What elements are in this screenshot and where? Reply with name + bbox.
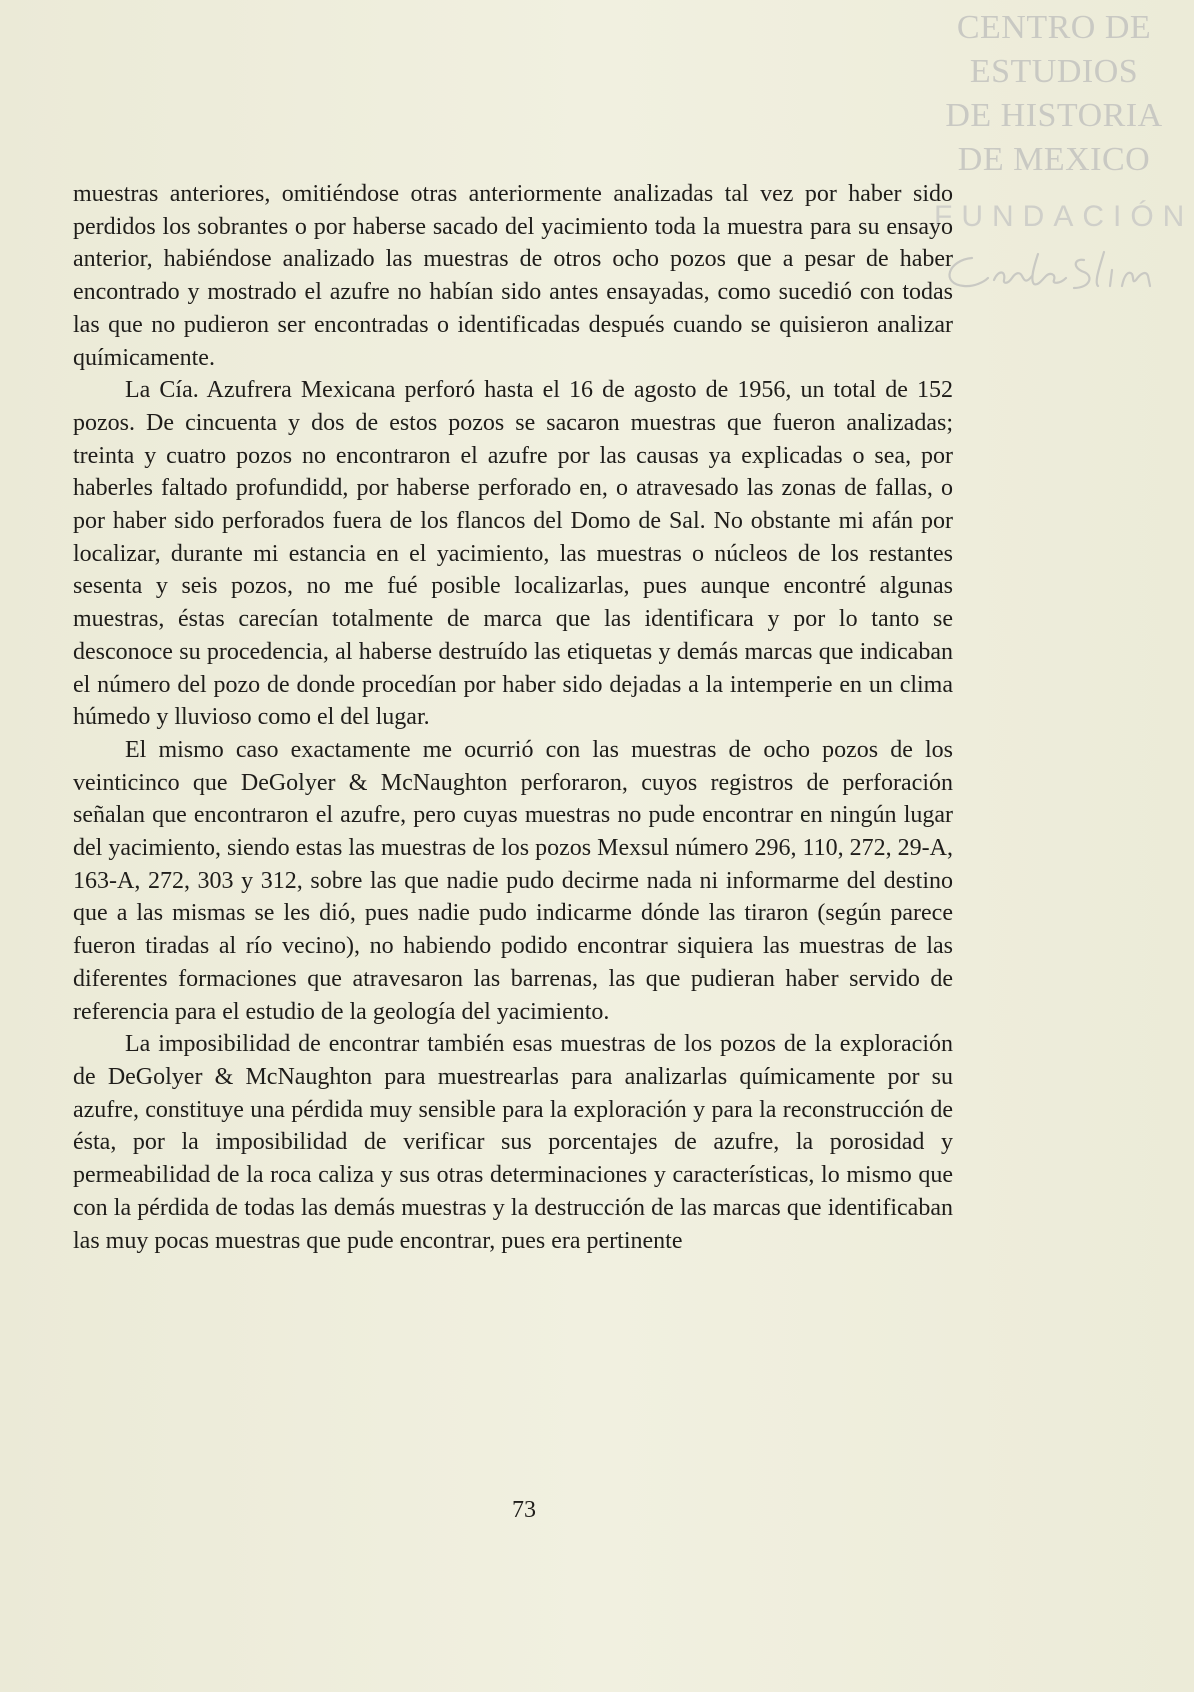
watermark-line: CENTRO DE bbox=[956, 9, 1152, 46]
paragraph: El mismo caso exactamente me ocurrió con las muestras de ocho pozos de los veinticinco que DeGolyer & McNaughton perforaron, cuyos registros de perforación señalan que encontraron el azufre, pero cuyas muestras no pude encontrar en ningún lugar del yacimiento, siendo estas las muestras de los pozos Mexsul número 296, 110, 272, 29-A, 163-A, 272, 303 y 312, sobre las que nadie pudo decirme nada ni informarme del destino que a las mismas se les dió, pues nadie pudo indicarme dónde las tiraron (según parece fueron tiradas al río vecino), no habiendo podido encontrar siquiera las muestras de las diferentes formaciones que atravesaron las barrenas, las que pudieran haber servido de referencia para el estudio de la geología del yacimiento. bbox=[73, 736, 953, 1025]
body-text bbox=[73, 178, 953, 1257]
paragraph: La imposibilidad de encontrar también esas muestras de los pozos de la exploración de DeGolyer & McNaughton para muestrearlas para analizarlas químicamente por su azufre, constituye una pérdida muy sensible para la exploración y para la reconstrucción de ésta, por la imposibilidad de verificar sus porcentajes de azufre, la porosidad y permeabilidad de la roca caliza y sus otras determinaciones y características, lo mismo que con la pérdida de todas las demás muestras y la destrucción de las marcas que identificaban las muy pocas muestras que pude encontrar, pues era pertinente bbox=[73, 1031, 953, 1254]
foundation-watermark bbox=[934, 6, 1194, 300]
watermark-line: DE HISTORIA bbox=[945, 97, 1163, 134]
watermark-line: DE MEXICO bbox=[957, 141, 1151, 178]
signature-icon bbox=[934, 240, 1174, 300]
paragraph: muestras anteriores, omitiéndose otras anteriormente analizadas tal vez por haber sido perdidos los sobrantes o por haberse sacado del yacimiento toda la muestra para su ensayo anterior, habiéndose analizado las muestras de otros ocho pozos que a pesar de haber encontrado y mostrado el azufre no habían sido antes ensayadas, como sucedió con todas las que no pudieron ser encontradas o identificadas después cuando se quisieron analizar químicamente. bbox=[73, 181, 953, 371]
paragraph: La Cía. Azufrera Mexicana perforó hasta el 16 de agosto de 1956, un total de 152 pozos. De cincuenta y dos de estos pozos se sacaron muestras que fueron analizadas; treinta y cuatro pozos no encontraron el azufre por las causas ya explicadas o sea, por haberles faltado profundidd, por haberse perforado en, o atravesado las zonas de fallas, o por haber sido perforados fuera de los flancos del Domo de Sal. No obstante mi afán por localizar, durante mi estancia en el yacimiento, las muestras o núcleos de los restantes sesenta y seis pozos, no me fué posible localizarlas, pues aunque encontré algunas muestras, éstas carecían totalmente de marca que las identificara y por lo tanto se desconoce su procedencia, al haberse destruído las etiquetas y demás marcas que indicaban el número del pozo de donde procedían por haber sido dejadas a la intemperie en un clima húmedo y lluvioso como el del lugar. bbox=[73, 377, 953, 731]
page-number: 73 bbox=[512, 1497, 536, 1523]
watermark-fundacion: FUNDACIÓN bbox=[934, 200, 1194, 233]
watermark-line: ESTUDIOS bbox=[969, 53, 1139, 90]
